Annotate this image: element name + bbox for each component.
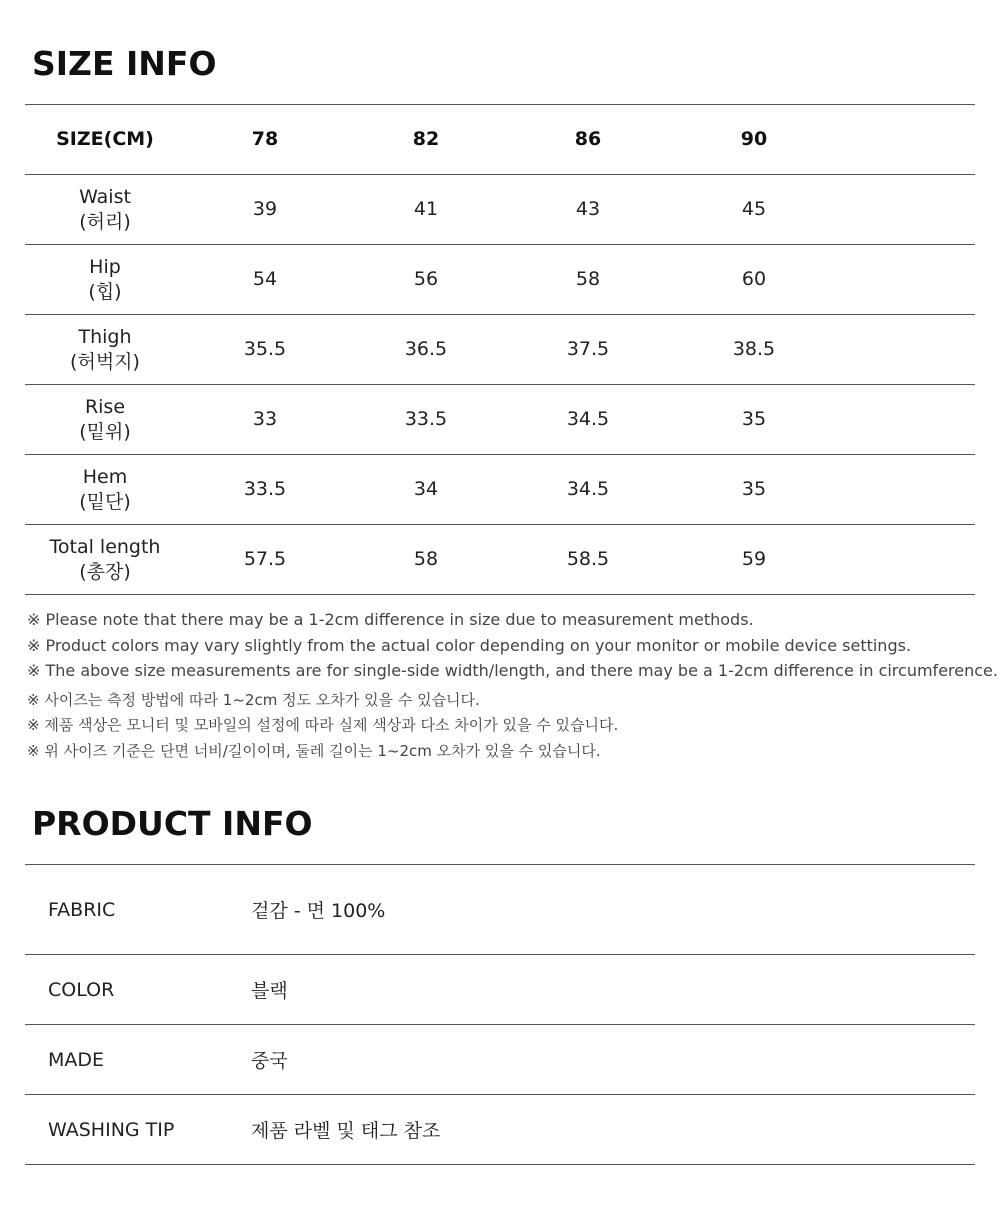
label-en: Rise <box>84 395 126 418</box>
size-header-78: 78 <box>185 105 345 175</box>
size-header-90: 90 <box>669 105 839 175</box>
table-row-waist <box>25 175 975 245</box>
product-info-table <box>25 864 975 1165</box>
table-cell: 38.5 <box>669 315 839 385</box>
size-header-86: 86 <box>507 105 669 175</box>
table-row-total-length <box>25 525 975 595</box>
product-label: WASHING TIP <box>25 1095 251 1165</box>
table-cell: 41 <box>345 175 507 245</box>
table-cell: 37.5 <box>507 315 669 385</box>
table-cell: 33 <box>185 385 345 455</box>
table-cell: 45 <box>669 175 839 245</box>
note-line: ※ Please note that there may be a 1-2cm difference in size due to measurement methods. <box>27 610 754 629</box>
size-info-title: SIZE INFO <box>32 44 217 83</box>
row-label <box>25 315 185 385</box>
table-cell: 57.5 <box>185 525 345 595</box>
table-cell: 59 <box>669 525 839 595</box>
product-value: 겉감 - 면 100% <box>251 865 975 955</box>
table-row-rise <box>25 385 975 455</box>
row-label <box>25 455 185 525</box>
table-row-hip <box>25 245 975 315</box>
label-ko: (총장) <box>79 560 131 583</box>
label-en: Hip <box>89 255 121 278</box>
table-row-washing-tip <box>25 1095 975 1165</box>
size-header-82: 82 <box>345 105 507 175</box>
row-label <box>25 385 185 455</box>
table-cell: 58 <box>507 245 669 315</box>
table-cell: 54 <box>185 245 345 315</box>
note-line: ※ Product colors may vary slightly from the actual color depending on your monitor or mobile device settings. <box>27 635 912 655</box>
label-en: Thigh <box>78 325 132 348</box>
empty-cell <box>839 385 975 455</box>
table-row-made <box>25 1025 975 1095</box>
table-cell: 58 <box>345 525 507 595</box>
label-en: Hem <box>82 465 128 488</box>
table-row-hem <box>25 455 975 525</box>
label-ko: (밑단) <box>79 490 131 513</box>
korean-notes <box>27 688 987 765</box>
table-cell: 33.5 <box>185 455 345 525</box>
note-line: ※ 제품 색상은 모니터 및 모바일의 설정에 따라 실제 색상과 다소 차이가 있을 수 있습니다. <box>27 716 619 734</box>
table-row-fabric <box>25 865 975 955</box>
size-notes <box>27 607 998 764</box>
size-table <box>25 104 975 595</box>
label-ko: (허리) <box>79 210 131 233</box>
table-cell: 34.5 <box>507 455 669 525</box>
row-label <box>25 175 185 245</box>
table-cell: 60 <box>669 245 839 315</box>
table-cell: 39 <box>185 175 345 245</box>
size-header-row <box>25 105 975 175</box>
product-info-title: PRODUCT INFO <box>32 804 313 843</box>
table-cell: 35 <box>669 455 839 525</box>
table-cell: 36.5 <box>345 315 507 385</box>
product-label: MADE <box>25 1025 251 1095</box>
label-ko: (밑위) <box>79 420 131 443</box>
table-row-thigh <box>25 315 975 385</box>
table-cell: 34 <box>345 455 507 525</box>
size-header-label: SIZE(CM) <box>25 105 185 175</box>
empty-cell <box>839 175 975 245</box>
table-cell: 35 <box>669 385 839 455</box>
table-cell: 35.5 <box>185 315 345 385</box>
label-en: Waist <box>79 185 131 208</box>
note-line: ※ 위 사이즈 기준은 단면 너비/길이이며, 둘레 길이는 1~2cm 오차가 있을 수 있습니다. <box>27 741 601 760</box>
row-label <box>25 245 185 315</box>
empty-cell <box>839 455 975 525</box>
table-cell: 43 <box>507 175 669 245</box>
table-row-color <box>25 955 975 1025</box>
empty-cell <box>839 315 975 385</box>
label-en: Total length <box>49 535 161 558</box>
table-cell: 34.5 <box>507 385 669 455</box>
row-label <box>25 525 185 595</box>
product-value: 제품 라벨 및 태그 참조 <box>251 1095 975 1165</box>
empty-cell <box>839 105 975 175</box>
label-ko: (허벅지) <box>70 350 140 373</box>
product-label: COLOR <box>25 955 251 1025</box>
label-ko: (힙) <box>88 280 122 303</box>
product-value: 중국 <box>251 1025 975 1095</box>
empty-cell <box>839 245 975 315</box>
table-cell: 58.5 <box>507 525 669 595</box>
note-line: ※ 사이즈는 측정 방법에 따라 1~2cm 정도 오차가 있을 수 있습니다. <box>27 690 480 709</box>
note-line: ※ The above size measurements are for single-side width/length, and there may be a 1-2cm difference in circumference. <box>27 661 998 680</box>
table-cell: 56 <box>345 245 507 315</box>
product-value: 블랙 <box>251 955 975 1025</box>
empty-cell <box>839 525 975 595</box>
product-label: FABRIC <box>25 865 251 955</box>
table-cell: 33.5 <box>345 385 507 455</box>
